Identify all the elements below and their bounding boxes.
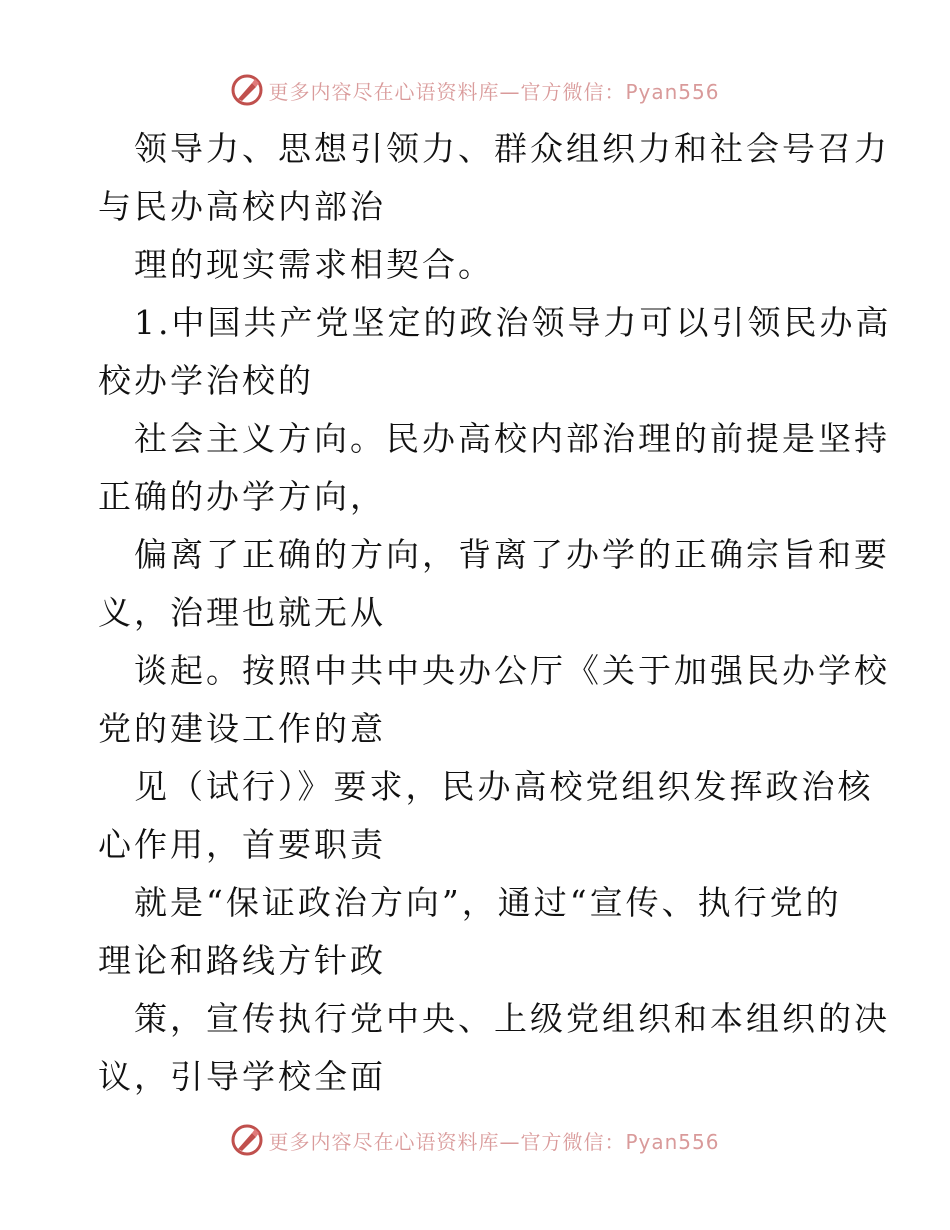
body-line: 谈起。按照中共中央办公厅《关于加强民办学校 — [134, 651, 890, 690]
header-banner — [0, 70, 950, 110]
body-line: 领导力、思想引领力、群众组织力和社会号召力 — [134, 129, 890, 168]
body-line: 党的建设工作的意 — [98, 709, 386, 748]
body-line: 与民办高校内部治 — [98, 187, 386, 226]
body-line: 心作用，首要职责 — [98, 825, 386, 864]
footer-banner — [0, 1120, 950, 1160]
footer-banner-text: 更多内容尽在心语资料库—官方微信：Pyan556 — [268, 1129, 720, 1154]
document-body — [98, 120, 892, 1106]
body-line: 偏离了正确的方向，背离了办学的正确宗旨和要 — [134, 535, 890, 574]
body-line: 社会主义方向。民办高校内部治理的前提是坚持 — [134, 419, 890, 458]
body-line: 议，引导学校全面 — [98, 1057, 386, 1096]
body-line: 义，治理也就无从 — [98, 593, 386, 632]
body-line: 见（试行）》要求，民办高校党组织发挥政治核 — [134, 767, 874, 806]
pen-logo-icon — [230, 1123, 264, 1157]
body-line: 1.中国共产党坚定的政治领导力可以引领民办高 — [134, 303, 892, 342]
pen-logo-icon — [230, 73, 264, 107]
body-line: 就是“保证政治方向”，通过“宣传、执行党的 — [134, 883, 842, 922]
header-banner-text: 更多内容尽在心语资料库—官方微信：Pyan556 — [268, 79, 720, 104]
body-line: 理论和路线方针政 — [98, 941, 386, 980]
body-line: 正确的办学方向， — [98, 477, 386, 516]
body-line: 校办学治校的 — [98, 361, 314, 400]
body-line: 策，宣传执行党中央、上级党组织和本组织的决 — [134, 999, 890, 1038]
body-line: 理的现实需求相契合。 — [134, 245, 494, 284]
